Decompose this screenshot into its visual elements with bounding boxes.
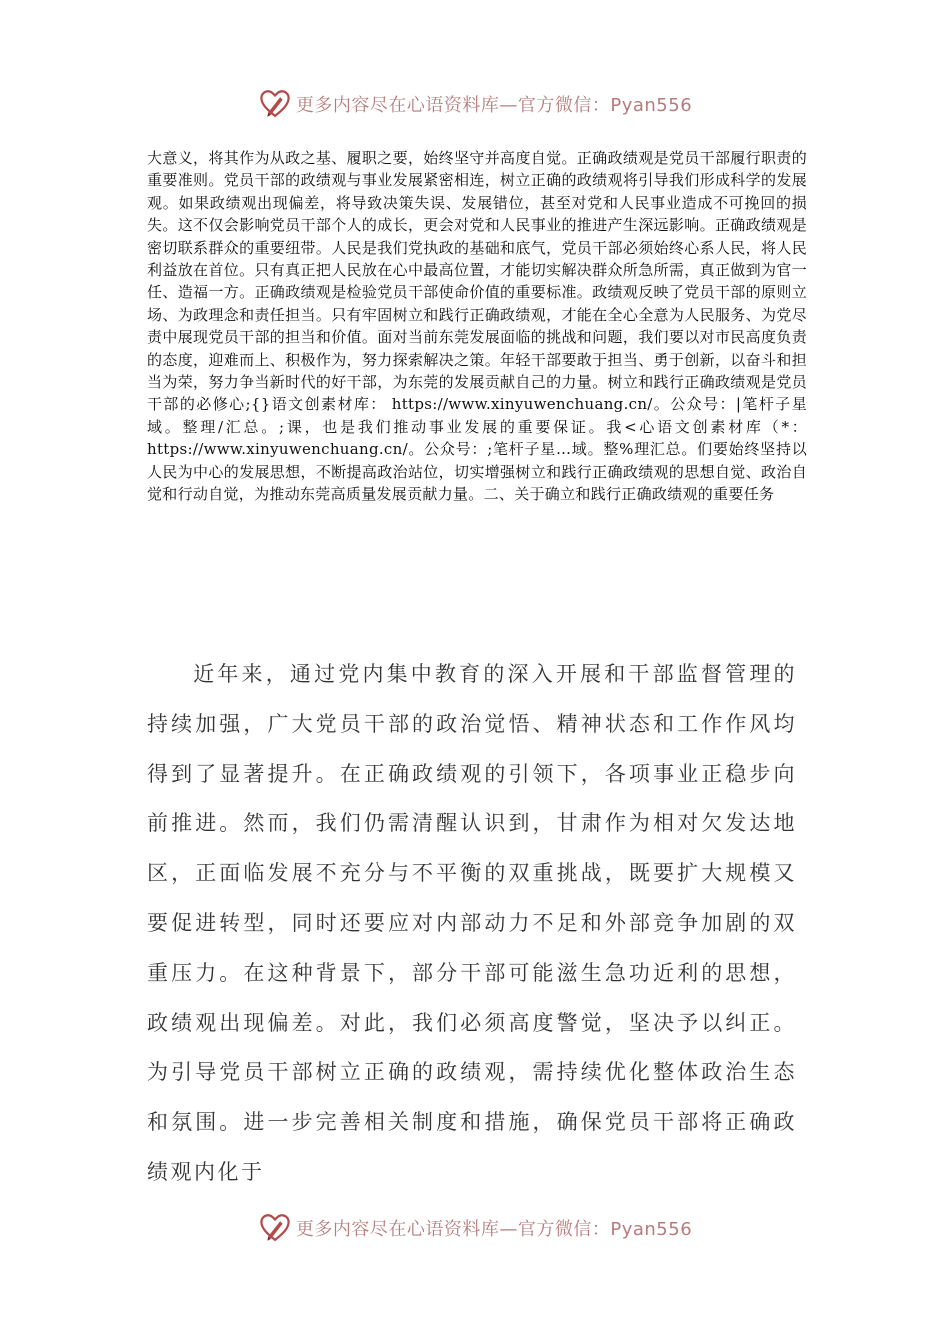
url-link[interactable]: https://www.xinyuwenchuang.cn/ bbox=[391, 395, 653, 414]
pen-heart-logo-icon bbox=[258, 1211, 292, 1245]
pen-heart-logo-icon bbox=[258, 87, 292, 121]
text-segment: 大意义，将其作为从政之基、履职之要，始终坚守并高度自觉。正确政绩观是党员干部履行职责的重要准则。党员干部的政绩观与事业发展紧密相连，树立正确的政绩观将引导我们形成科学的发展观。如果政绩观出现偏差，将导致决策失误、发展错位，甚至对党和人民事业造成不可挽回的损失。这不仅会影响党员干部个人的成长，更会对党和人民事业的推进产生深远影响。正确政绩观是密切联系群众的重要纽带。人民是我们党执政的基础和底气，党员干部必须始终心系人民，将人民利益放在首位。只有真正把人民放在心中最高位置，才能切实解决群众所急所需，真正做到为官一任、造福一方。正确政绩观是检验党员干部使命价值的重要标准。政绩观反映了党员干部的原则立场、为政理念和责任担当。只有牢固树立和践行正确政绩观，才能在全心全意为人民服务、为党尽责中展现党员干部的担当和价值。面对当前东莞发展面临的挑战和问题，我们要以对市民高度负责的态度，迎难而上、积极作为，努力探索解决之策。年轻干部要敢于担当、勇于创新，以奋斗和担当为荣，努力争当新时代的好干部，为东莞的发展贡献自己的力量。树立和践行正确政绩观是党员干部的必修心;{}语文创素材库： bbox=[147, 149, 807, 414]
main-paragraph: 近年来，通过党内集中教育的深入开展和干部监督管理的持续加强，广大党员干部的政治觉悟、精神状态和工作作风均得到了显著提升。在正确政绩观的引领下，各项事业正稳步向前推进。然而，我们仍需清醒认识到，甘肃作为相对欠发达地区，正面临发展不充分与不平衡的双重挑战，既要扩大规模又要促进转型，同时还要应对内部动力不足和外部竞争加剧的双重压力。在这种背景下，部分干部可能滋生急功近利的思想，政绩观出现偏差。对此，我们必须高度警觉，坚决予以纠正。为引导党员干部树立正确的政绩观，需持续优化整体政治生态和氛围。进一步完善相关制度和措施，确保党员干部将正确政绩观内化于 bbox=[147, 662, 797, 1184]
footer-banner-text: 更多内容尽在心语资料库—官方微信：Pyan556 bbox=[295, 1219, 693, 1240]
header-banner-text: 更多内容尽在心语资料库—官方微信：Pyan556 bbox=[295, 95, 693, 116]
text-segment: 。公众号：;笔杆子星…域。整%理汇总。们要始终坚持以人民为中心的发展思想，不断提高政治站位，切实增强树立和践行正确政绩观的思想自觉、政治自觉和行动自觉，为推动东莞高质量发展贡献力量。二、关于确立和践行正确政绩观的重要任务 bbox=[147, 440, 807, 504]
text-segment: 。公众号：|笔杆子星域。整理/汇总。;课，也是我们推动事业发展的重要保证。我<心语文创素材库（*： bbox=[147, 395, 807, 436]
main-content bbox=[147, 650, 797, 1198]
footer-banner bbox=[0, 1208, 950, 1248]
url-link[interactable]: https://www.xinyuwenchuang.cn/ bbox=[147, 440, 408, 459]
dense-paragraph bbox=[147, 147, 807, 506]
header-banner bbox=[0, 84, 950, 124]
